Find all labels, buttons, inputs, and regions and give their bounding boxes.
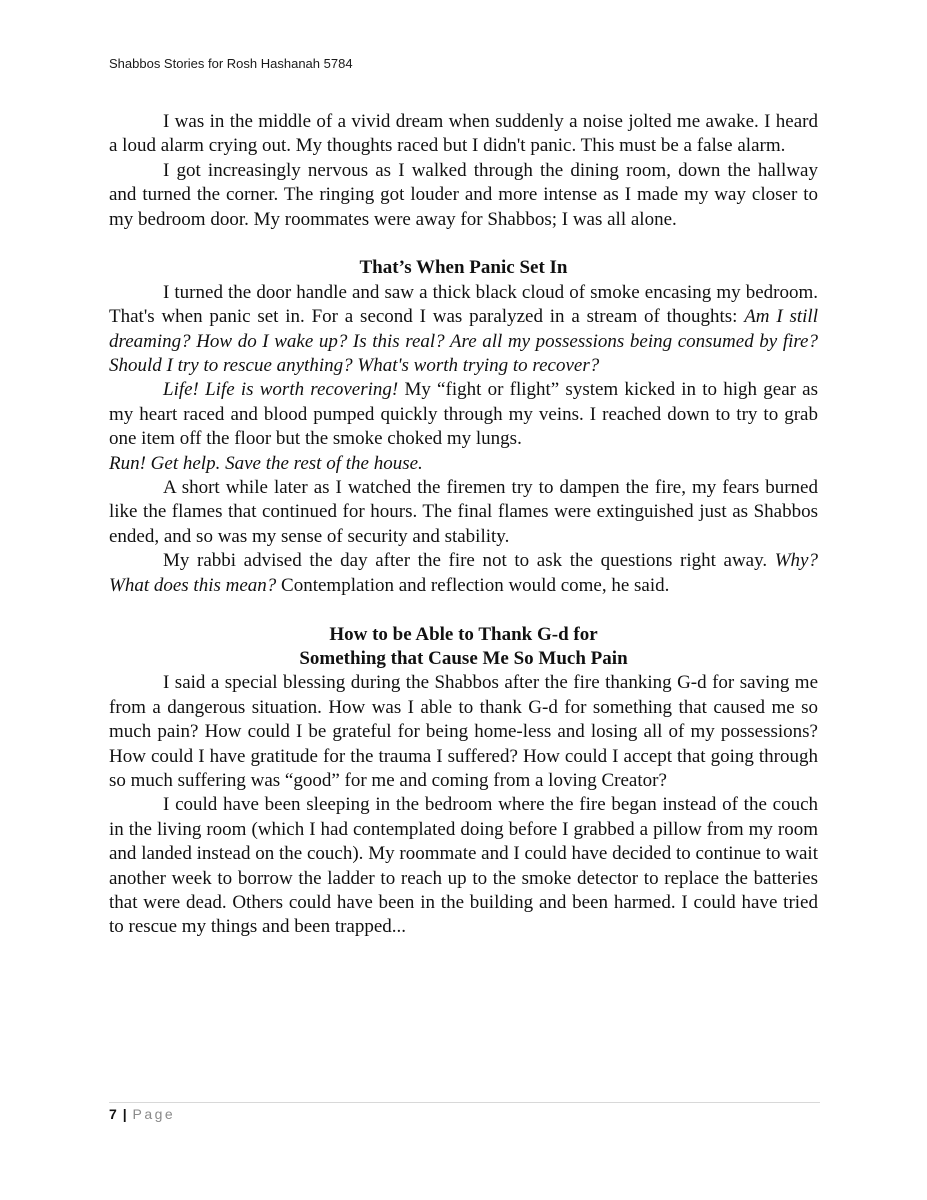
paragraph-life — [109, 378, 818, 451]
paragraph-run — [109, 452, 818, 476]
paragraph-rabbi — [109, 549, 818, 598]
paragraph-door-text: I turned the door handle and saw a thick black cloud of smoke encasing my bedroom. That's when panic set in. For a second I was paralyzed in a stream of thoughts: — [109, 281, 818, 328]
paragraph-dream: I was in the middle of a vivid dream when suddenly a noise jolted me awake. I heard a loud alarm crying out. My thoughts raced but I didn't panic. This must be a false alarm. — [109, 111, 818, 157]
paragraph-run-italic: Run! Get help. Save the rest of the house. — [109, 452, 423, 474]
section-heading-panic: That’s When Panic Set In — [359, 257, 568, 279]
page-footer — [109, 1106, 175, 1122]
page-number: 7 — [109, 1106, 117, 1122]
section-heading-thank-line2: Something that Cause Me So Much Pain — [299, 647, 628, 669]
footer-divider — [109, 1102, 820, 1103]
section-heading-thank-line1: How to be Able to Thank G-d for — [329, 623, 598, 645]
running-header: Shabbos Stories for Rosh Hashanah 5784 — [109, 56, 353, 71]
paragraph-rabbi-text2: Contemplation and reflection would come, he said. — [276, 574, 670, 596]
paragraph-firemen: A short while later as I watched the firemen try to dampen the fire, my fears burned like the flames that continued for hours. The final flames were extinguished just as Shabbos ended, and so was my sense of security and stability. — [109, 477, 818, 547]
paragraph-could-have: I could have been sleeping in the bedroom where the fire began instead of the couch in the living room (which I had contemplated doing before I grabbed a pillow from my room and landed instead on the couch). My roommate and I could have decided to continue to wait another week to borrow the ladder to reach up to the smoke detector to replace the batteries that were dead. Others could have been in the building and been harmed. I could have tried to rescue my things and been trapped... — [109, 794, 818, 938]
spacer — [109, 598, 818, 622]
paragraph-door-thoughts: Am I still dreaming? How do I wake up? Is this real? Are all my possessions being consumed by fire? Should I try to rescue anything? What's worth trying to recover? — [109, 306, 818, 377]
paragraph-rabbi-text1: My rabbi advised the day after the fire not to ask the questions right away. — [163, 550, 775, 572]
footer-separator: | — [122, 1106, 127, 1122]
paragraph-door — [109, 281, 818, 379]
paragraph-nervous: I got increasingly nervous as I walked through the dining room, down the hallway and turned the corner. The ringing got louder and more intense as I made my way closer to my bedroom door. My roommates were away for Shabbos; I was all alone. — [109, 159, 818, 230]
spacer — [109, 232, 818, 256]
page-body — [109, 110, 818, 940]
paragraph-life-italic: Life! Life is worth recovering! — [163, 379, 399, 401]
page-label: Page — [132, 1106, 176, 1122]
paragraph-life-text: My “fight or flight” system kicked in to high gear as my heart raced and blood pumped quickly through my veins. I reached down to try to grab one item off the floor but the smoke choked my lungs. — [109, 379, 818, 450]
paragraph-rabbi-italic: Why? What does this mean? — [109, 550, 818, 596]
paragraph-blessing: I said a special blessing during the Shabbos after the fire thanking G-d for saving me from a dangerous situation. How was I able to thank G-d for something that caused me so much pain? How could I be grateful for being home-less and losing all of my possessions? How could I have gratitude for the trauma I suffered? How could I accept that going through so much suffering was “good” for me and coming from a loving Creator? — [109, 672, 818, 791]
